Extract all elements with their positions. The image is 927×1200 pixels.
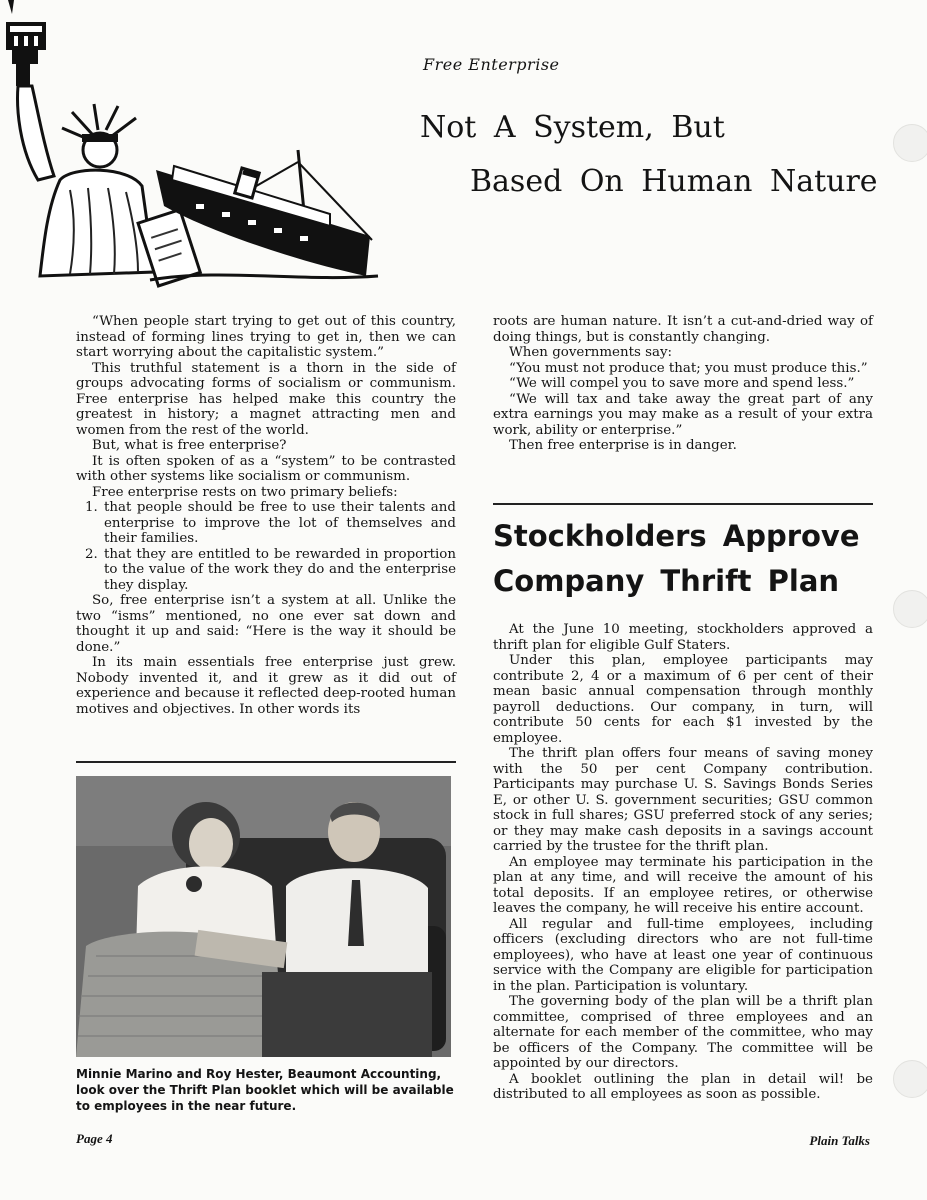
paragraph: “We will compel you to save more and spend less.”	[509, 376, 855, 391]
paragraph: But, what is free enterprise?	[92, 438, 287, 453]
article-column-1	[76, 314, 456, 717]
paragraph: Then free enterprise is in danger.	[509, 438, 737, 453]
divider	[493, 503, 873, 505]
statue-of-liberty-illustration	[0, 0, 385, 300]
paragraph: The governing body of the plan will be a thrift plan committee, comprised of three employees and an alternate for each member of the committee, who may be officers of the Company. The committee will be appointed by our directors.	[493, 994, 873, 1071]
section-kicker: Free Enterprise	[423, 55, 560, 74]
paragraph: “When people start trying to get out of this country, instead of forming lines trying to get in, then we can start worrying about the capitalistic system.”	[76, 314, 456, 360]
paragraph: This truthful statement is a thorn in the side of groups advocating forms of socialism or communism. Free enterprise has helped make this country the greatest in history; a magnet attracting men and women from the rest of the world.	[76, 360, 456, 438]
paragraph: All regular and full-time employees, including officers (excluding directors who are not full-time employees), who have at least one year of continuous service with the Company are eligible for participation in the plan. Participation is voluntary.	[493, 916, 873, 994]
paragraph: “We will tax and take away the great part of any extra earnings you may make as a result of your extra work, ability or enterprise.”	[493, 391, 873, 438]
binder-hole	[893, 590, 927, 628]
divider	[76, 761, 456, 763]
paragraph: When governments say:	[509, 345, 673, 360]
article-title-line-2: Based On Human Nature	[470, 164, 878, 199]
page-number: Page 4	[76, 1131, 113, 1146]
photo-illustration	[76, 776, 451, 1057]
paragraph: A booklet outlining the plan in detail wil! be distributed to all employees as soon as possible.	[493, 1071, 873, 1102]
photo-caption: Minnie Marino and Roy Hester, Beaumont Accounting, look over the Thrift Plan booklet which will be available to employees in the near future.	[76, 1067, 454, 1113]
binder-hole	[893, 1060, 927, 1098]
binder-hole	[893, 124, 927, 162]
beliefs-list	[76, 500, 456, 593]
paragraph: roots are human nature. It isn’t a cut-and-dried way of doing things, but is constantly changing.	[493, 314, 873, 345]
article-column-2	[493, 314, 873, 454]
paragraph: Under this plan, employee participants may contribute 2, 4 or a maximum of 6 per cent of their mean basic annual compensation through monthly payroll deductions. Our company, in turn, will contribute 50 cents for each $1 invested by the employee.	[493, 653, 873, 746]
publication-name: Plain Talks	[809, 1133, 870, 1148]
paragraph: So, free enterprise isn’t a system at all. Unlike the two “isms” mentioned, no one ever sat down and thought it up and said: “Here is the way it should be done.”	[76, 593, 456, 655]
paragraph: In its main essentials free enterprise just grew. Nobody invented it, and it grew as it did out of experience and because it reflected deep-rooted human motives and objectives. In other words its	[76, 655, 456, 717]
paragraph: The thrift plan offers four means of saving money with the 50 per cent Company contribution. Participants may purchase U. S. Savings Bonds Series E, or other U. S. government securities; GSU common stock in full shares; GSU preferred stock of any series; or they may make cash deposits in a savings account carried by the trustee for the thrift plan.	[493, 746, 873, 854]
paragraph: At the June 10 meeting, stockholders approved a thrift plan for eligible Gulf Staters.	[493, 622, 873, 653]
article-title-line-1: Not A System, But	[420, 110, 725, 145]
paragraph: An employee may terminate his participation in the plan at any time, and will receive the amount of his total deposits. If an employee retires, or otherwise leaves the company, he will receive his entire account.	[493, 854, 873, 916]
paragraph: Free enterprise rests on two primary beliefs:	[92, 484, 398, 500]
list-item: 1. that people should be free to use their talents and enterprise to improve the lot of themselves and their families.	[102, 500, 456, 547]
photo-employees-reviewing-booklet	[76, 776, 451, 1057]
paragraph: It is often spoken of as a “system” to be contrasted with other systems like socialism or communism.	[76, 453, 456, 484]
paragraph: “You must not produce that; you must produce this.”	[509, 360, 868, 376]
thrift-plan-article	[493, 622, 873, 1103]
list-item: 2. that they are entitled to be rewarded in proportion to the value of the work they do and the enterprise they display.	[102, 547, 456, 594]
thrift-plan-headline: Stockholders Approve Company Thrift Plan	[493, 519, 860, 598]
